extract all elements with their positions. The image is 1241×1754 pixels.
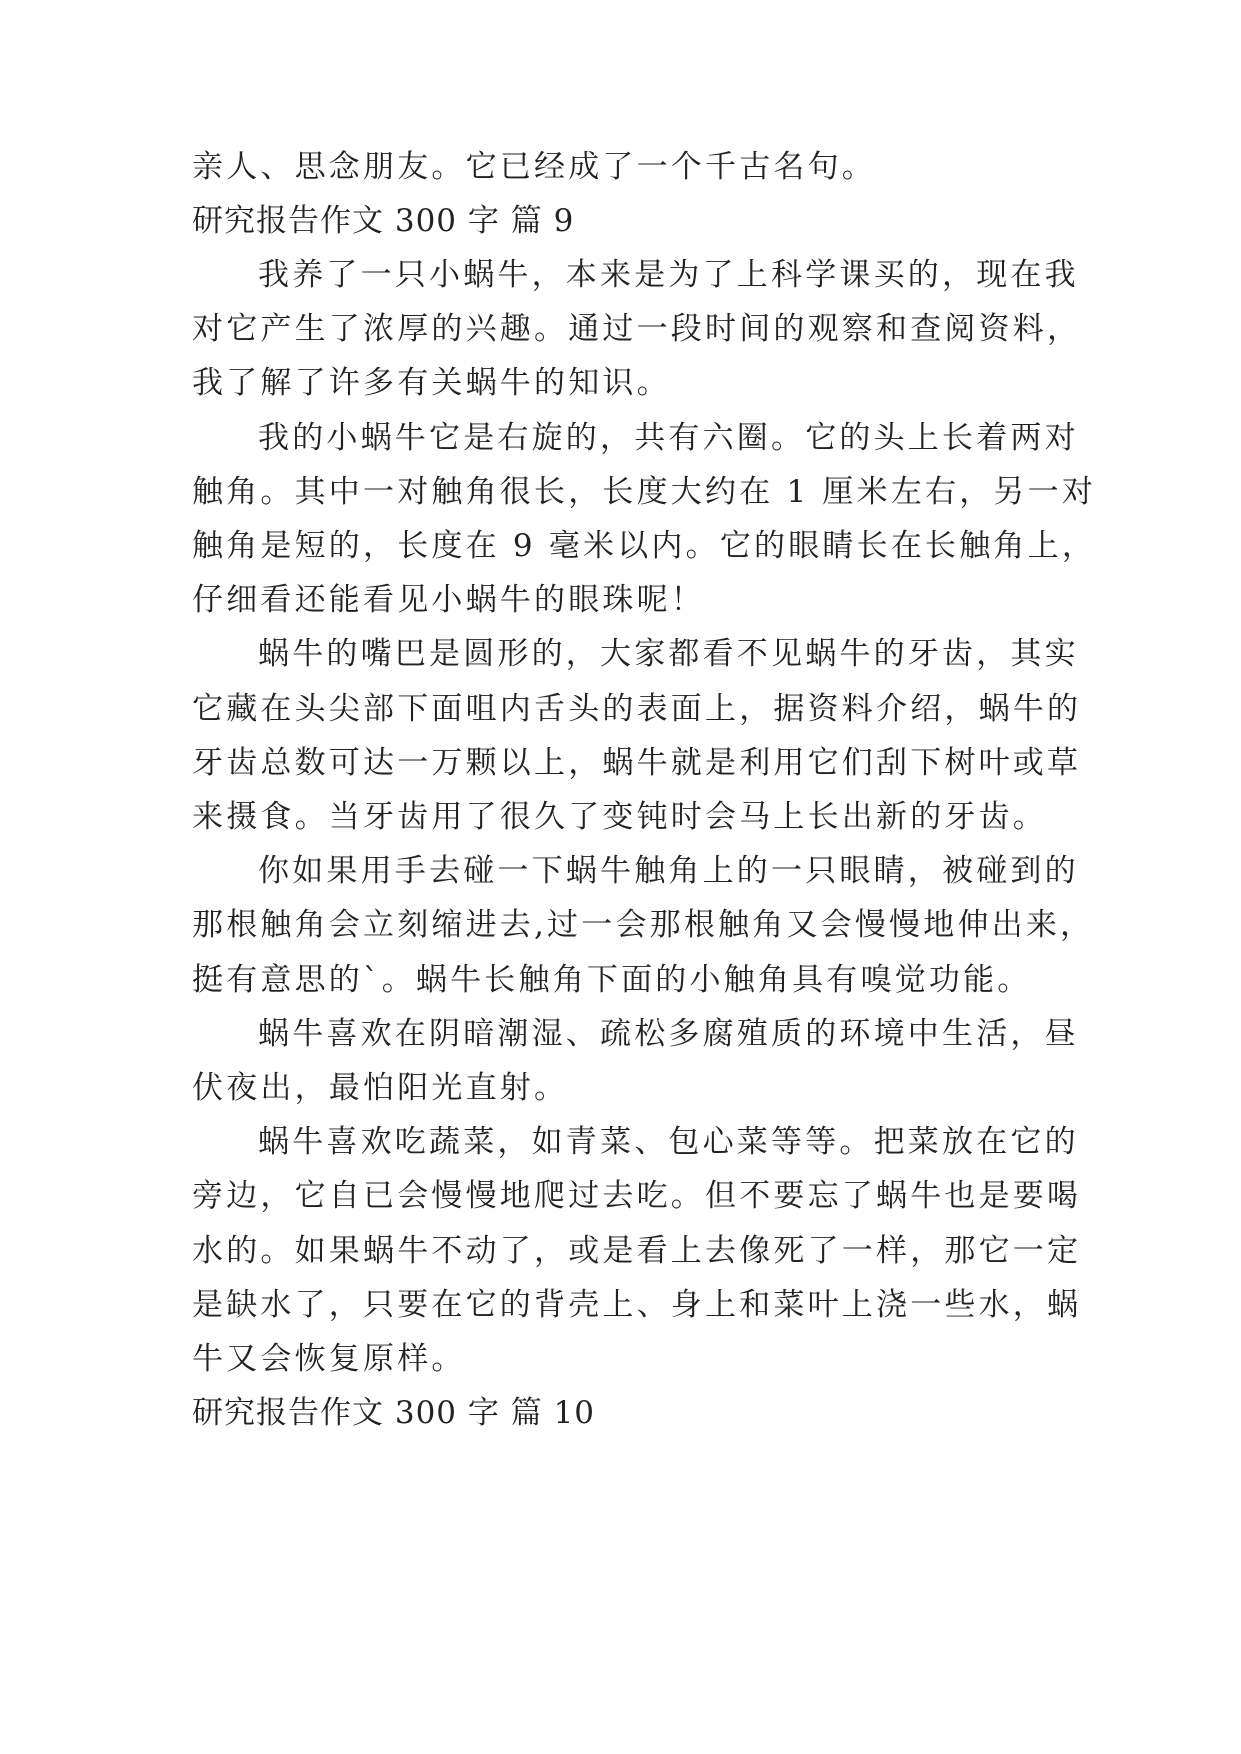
body-line: 是缺水了，只要在它的背壳上、身上和菜叶上浇一些水，蜗: [192, 1287, 1082, 1323]
body-line: 旁边，它自已会慢慢地爬过去吃。但不要忘了蜗牛也是要喝: [192, 1178, 1082, 1214]
body-line: 伏夜出，最怕阳光直射。: [192, 1070, 569, 1106]
body-line: 我了解了许多有关蜗牛的知识。: [192, 365, 671, 401]
body-line: 挺有意思的`。蜗牛长触角下面的小触角具有嗅觉功能。: [192, 962, 1032, 998]
paragraph-first-line: 蜗牛喜欢吃蔬菜，如青菜、包心菜等等。把菜放在它的: [258, 1124, 1079, 1160]
section-heading: 研究报告作文 300 字 篇 9: [192, 203, 575, 239]
paragraph-first-line: 我养了一只小蜗牛，本来是为了上科学课买的，现在我: [258, 257, 1079, 293]
body-line: 它藏在头尖部下面咀内舌头的表面上，据资料介绍，蜗牛的: [192, 691, 1082, 727]
paragraph-first-line: 蜗牛喜欢在阴暗潮湿、疏松多腐殖质的环境中生活，昼: [258, 1016, 1079, 1052]
section-heading: 研究报告作文 300 字 篇 10: [192, 1395, 596, 1431]
body-line: 触角是短的，长度在 9 毫米以内。它的眼睛长在长触角上，: [192, 528, 1097, 564]
body-line: 来摄食。当牙齿用了很久了变钝时会马上长出新的牙齿。: [192, 799, 1047, 835]
body-line: 触角。其中一对触角很长，长度大约在 1 厘米左右，另一对: [192, 474, 1097, 510]
paragraph-first-line: 我的小蜗牛它是右旋的，共有六圈。它的头上长着两对: [258, 420, 1079, 456]
body-line: 仔细看还能看见小蜗牛的眼珠呢！: [192, 582, 705, 618]
paragraph-first-line: 蜗牛的嘴巴是圆形的，大家都看不见蜗牛的牙齿，其实: [258, 636, 1079, 672]
body-line: 那根触角会立刻缩进去,过一会那根触角又会慢慢地伸出来，: [192, 907, 1095, 943]
paragraph-first-line: 你如果用手去碰一下蜗牛触角上的一只眼睛，被碰到的: [258, 853, 1079, 889]
body-line: 牛又会恢复原样。: [192, 1341, 466, 1377]
body-line: 水的。如果蜗牛不动了，或是看上去像死了一样，那它一定: [192, 1233, 1082, 1269]
body-line: 牙齿总数可达一万颗以上，蜗牛就是利用它们刮下树叶或草: [192, 745, 1082, 781]
body-line: 亲人、思念朋友。它已经成了一个千古名句。: [192, 149, 876, 185]
body-line: 对它产生了浓厚的兴趣。通过一段时间的观察和查阅资料，: [192, 311, 1082, 347]
